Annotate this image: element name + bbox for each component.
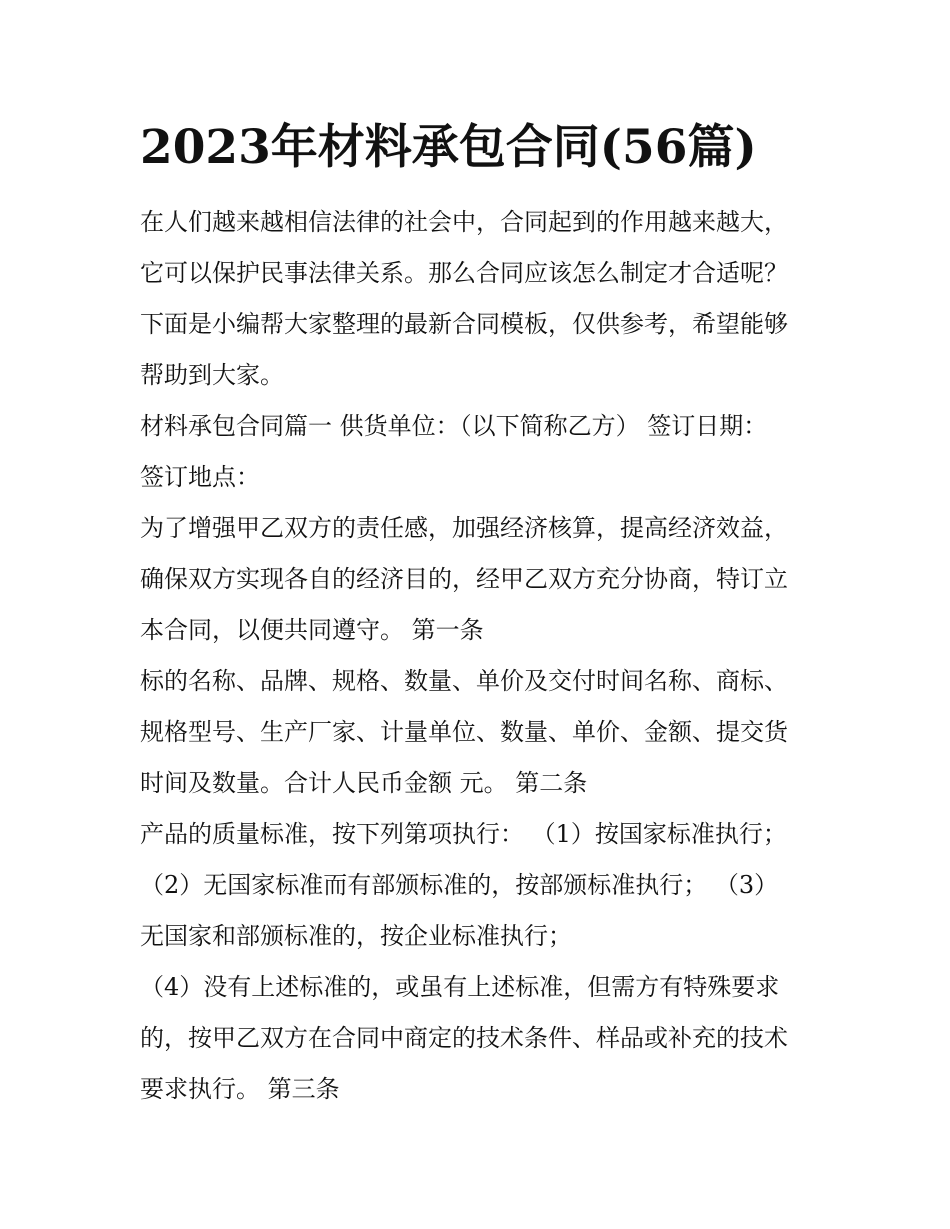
body-line: 帮助到大家。 (140, 361, 284, 389)
document-title: 2023年材料承包合同(56篇) (140, 120, 757, 175)
body-line: 签订地点： (140, 463, 260, 491)
body-line: 无国家和部颁标准的，按企业标准执行； (140, 922, 572, 950)
body-line: 规格型号、生产厂家、计量单位、数量、单价、金额、提交货 (140, 718, 788, 746)
body-line: 在人们越来越相信法律的社会中，合同起到的作用越来越大， (140, 208, 788, 236)
body-line: 时间及数量。合计人民币金额 元。 第二条 (140, 769, 588, 797)
body-line: 下面是小编帮大家整理的最新合同模板，仅供参考，希望能够 (140, 310, 788, 338)
body-line: （2）无国家标准而有部颁标准的，按部颁标准执行； （3） (140, 871, 779, 899)
body-line: 材料承包合同篇一 供货单位：（以下简称乙方） 签订日期： (140, 412, 768, 440)
body-line: 的，按甲乙双方在合同中商定的技术条件、样品或补充的技术 (140, 1024, 788, 1052)
body-line: 标的名称、品牌、规格、数量、单价及交付时间名称、商标、 (140, 667, 788, 695)
body-line: 要求执行。 第三条 (140, 1075, 340, 1103)
body-line: （4）没有上述标准的，或虽有上述标准，但需方有特殊要求 (140, 973, 780, 1001)
body-line: 确保双方实现各自的经济目的，经甲乙双方充分协商，特订立 (140, 565, 788, 593)
body-line: 产品的质量标准，按下列第项执行： （1）按国家标准执行； (140, 820, 787, 848)
body-line: 本合同，以便共同遵守。 第一条 (140, 616, 484, 644)
body-line: 它可以保护民事法律关系。那么合同应该怎么制定才合适呢？ (140, 259, 788, 287)
body-line: 为了增强甲乙双方的责任感，加强经济核算，提高经济效益， (140, 514, 788, 542)
document-body (140, 197, 830, 1115)
